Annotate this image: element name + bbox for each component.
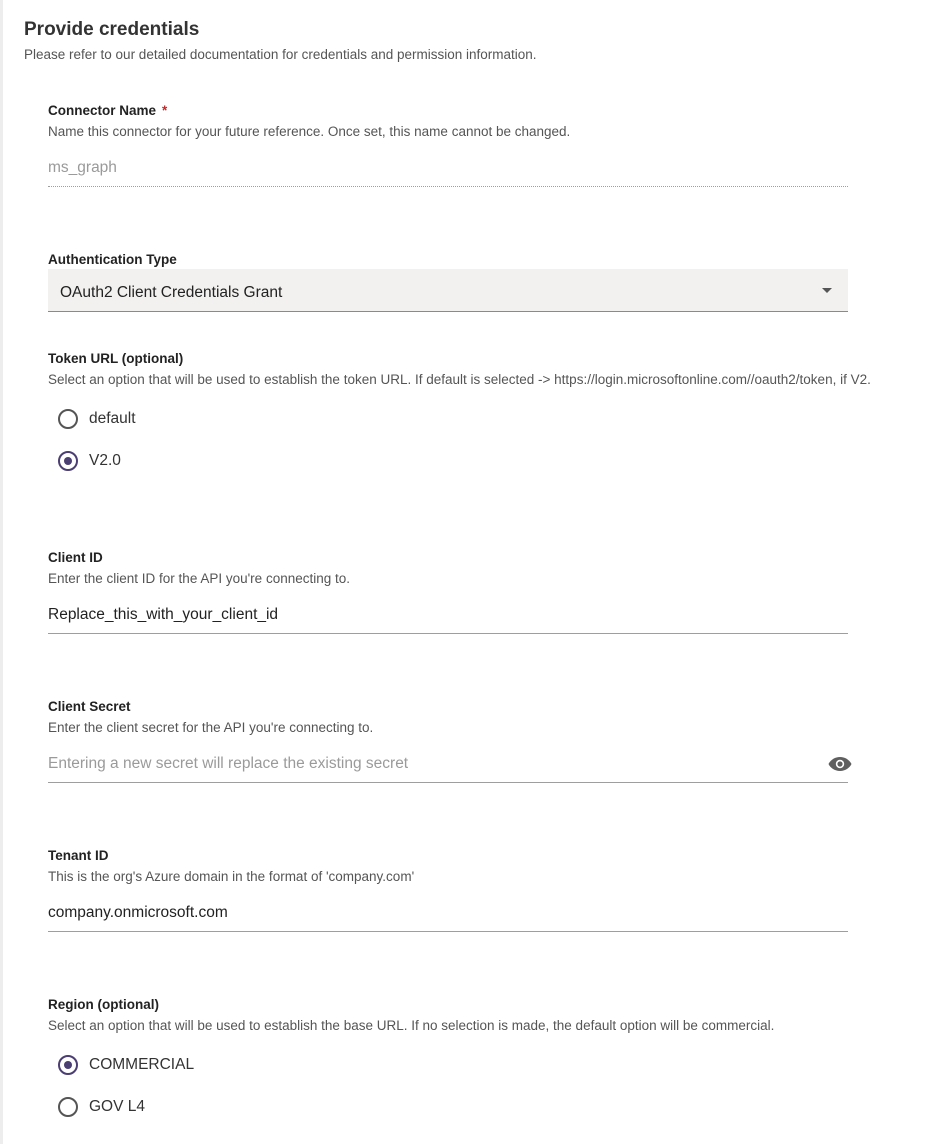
token-url-radio-group [48, 398, 942, 482]
page-subtitle: Please refer to our detailed documentation for credentials and permission information. [24, 47, 537, 62]
token-url-description: Select an option that will be used to establish the token URL. If default is selected -> https://login.microsoftonline.com//oauth2/token, if V2. [48, 372, 871, 387]
token-url-field [48, 351, 942, 482]
region-radio-group [48, 1044, 942, 1128]
auth-type-label: Authentication Type [48, 252, 177, 267]
radio-unchecked-icon[interactable] [58, 1097, 78, 1117]
radio-checked-icon[interactable] [58, 451, 78, 471]
region-option-commercial[interactable] [58, 1044, 942, 1086]
client-secret-input-wrapper [48, 749, 848, 783]
auth-type-selected-value: OAuth2 Client Credentials Grant [60, 284, 283, 301]
connector-name-description: Name this connector for your future reference. Once set, this name cannot be changed. [48, 124, 571, 139]
tenant-id-input-wrapper [48, 898, 848, 932]
tenant-id-label: Tenant ID [48, 848, 109, 863]
tenant-id-field [48, 848, 942, 932]
radio-label: default [89, 410, 136, 427]
auth-type-field [48, 252, 942, 312]
client-secret-field [48, 699, 942, 783]
tenant-id-input[interactable] [48, 898, 808, 928]
token-url-option-v2[interactable] [58, 440, 942, 482]
client-id-label: Client ID [48, 550, 103, 565]
required-mark: * [162, 103, 168, 118]
radio-label: GOV L4 [89, 1098, 145, 1115]
caret-down-icon [822, 288, 832, 293]
auth-type-select[interactable] [48, 269, 848, 312]
token-url-option-default[interactable] [58, 398, 942, 440]
client-id-description: Enter the client ID for the API you're connecting to. [48, 571, 350, 586]
connector-name-field [48, 103, 942, 187]
connector-name-label [48, 103, 942, 118]
client-secret-label: Client Secret [48, 699, 131, 714]
region-label: Region (optional) [48, 997, 159, 1012]
connector-name-input[interactable] [48, 153, 808, 183]
client-id-input-wrapper [48, 600, 848, 634]
radio-unchecked-icon[interactable] [58, 409, 78, 429]
page-title: Provide credentials [24, 19, 200, 40]
token-url-label: Token URL (optional) [48, 351, 184, 366]
left-divider [0, 0, 3, 1144]
client-id-field [48, 550, 942, 634]
connector-name-label-text: Connector Name [48, 103, 157, 118]
radio-checked-icon[interactable] [58, 1055, 78, 1075]
connector-name-input-wrapper [48, 153, 848, 187]
region-field [48, 997, 942, 1128]
region-option-gov-l4[interactable] [58, 1086, 942, 1128]
client-secret-input[interactable] [48, 749, 808, 779]
eye-icon[interactable] [828, 756, 852, 772]
client-secret-description: Enter the client secret for the API you're connecting to. [48, 720, 374, 735]
region-description: Select an option that will be used to establish the base URL. If no selection is made, the default option will be commercial. [48, 1018, 775, 1033]
client-id-input[interactable] [48, 600, 808, 630]
radio-label: COMMERCIAL [89, 1056, 195, 1073]
radio-label: V2.0 [89, 452, 121, 469]
tenant-id-description: This is the org's Azure domain in the format of 'company.com' [48, 869, 415, 884]
